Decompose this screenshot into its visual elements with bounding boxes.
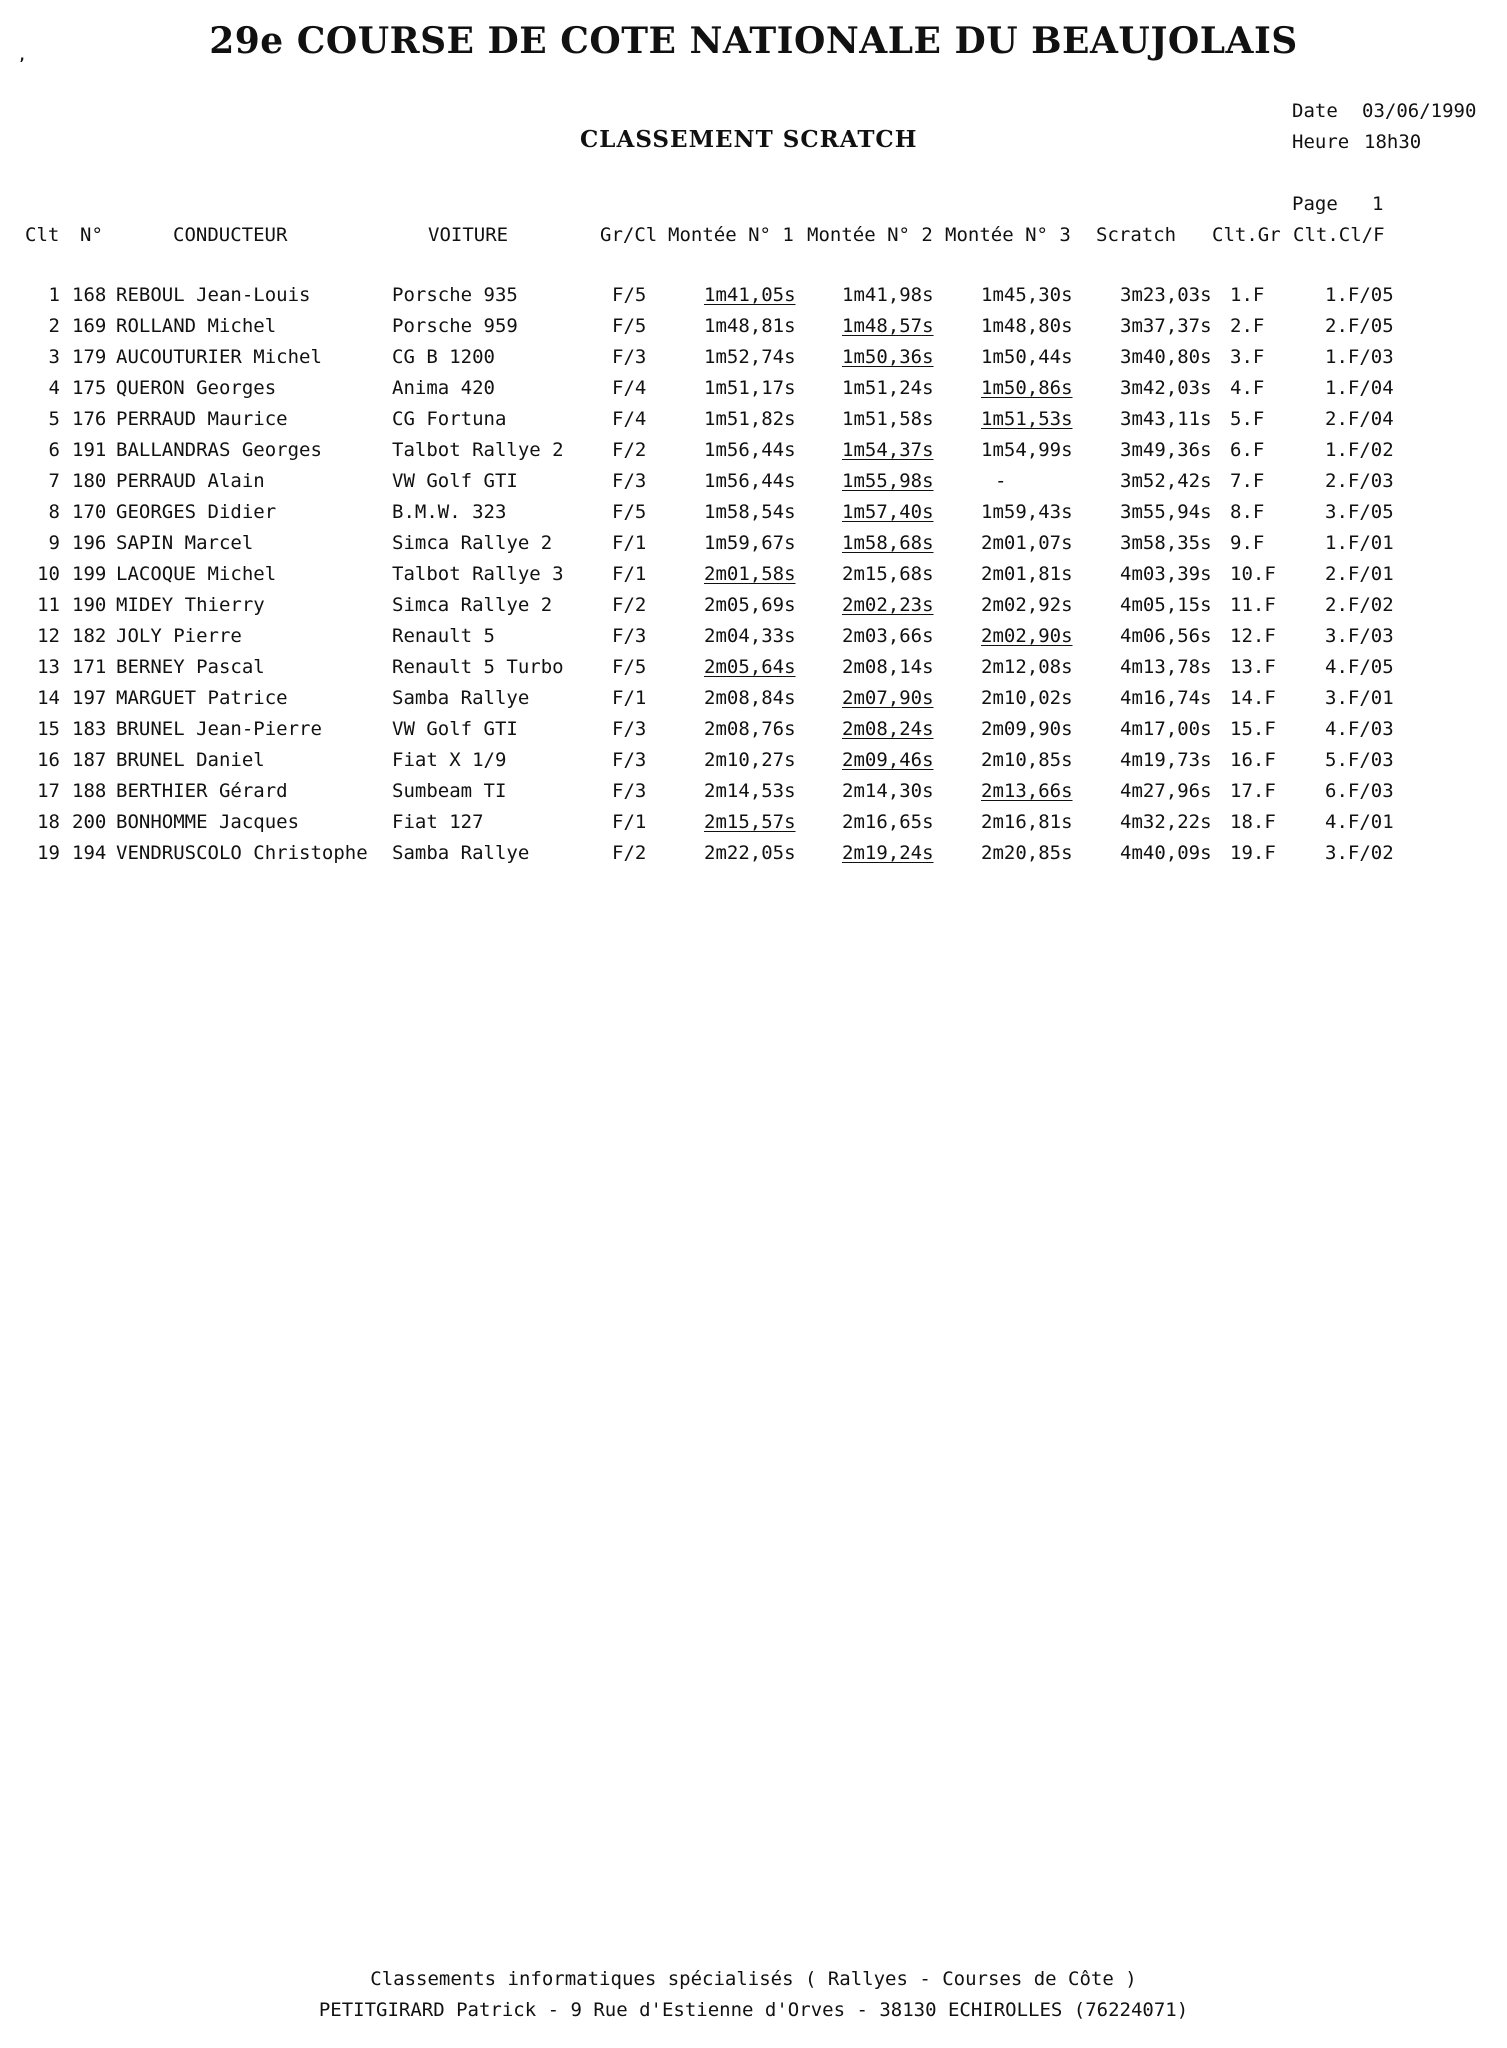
group-rank: 5.F (1230, 408, 1265, 430)
run-1-time: 1m51,17s (704, 377, 796, 399)
group-rank: 11.F (1230, 594, 1276, 616)
rank: 6 (48, 439, 60, 461)
rank: 5 (48, 408, 60, 430)
run-3-time: 2m12,08s (981, 656, 1073, 678)
driver-name: BRUNEL Jean-Pierre (116, 718, 322, 740)
scan-mark: , (18, 48, 27, 64)
run-3-time: 2m10,02s (981, 687, 1073, 709)
group-rank: 9.F (1230, 532, 1265, 554)
driver-name: MARGUET Patrice (116, 687, 288, 709)
run-2-time: 2m03,66s (842, 625, 934, 647)
rank: 19 (37, 842, 60, 864)
driver-name: BERTHIER Gérard (116, 780, 288, 802)
car-model: Porsche 959 (392, 315, 518, 337)
date-label: Date (1292, 100, 1338, 122)
class-rank: 2.F/03 (1325, 470, 1394, 492)
group-class: F/3 (612, 625, 647, 647)
scratch-time: 3m58,35s (1120, 532, 1212, 554)
group-class: F/5 (612, 501, 647, 523)
group-rank: 12.F (1230, 625, 1276, 647)
time-label: Heure (1292, 131, 1350, 153)
run-2-time: 2m07,90s (842, 687, 934, 709)
class-rank: 1.F/05 (1325, 284, 1394, 306)
run-3-time: 1m45,30s (981, 284, 1073, 306)
group-rank: 10.F (1230, 563, 1276, 585)
group-rank: 1.F (1230, 284, 1265, 306)
car-number: 169 (72, 315, 107, 337)
driver-name: BRUNEL Daniel (116, 749, 265, 771)
driver-name: BERNEY Pascal (116, 656, 265, 678)
group-rank: 13.F (1230, 656, 1276, 678)
driver-name: QUERON Georges (116, 377, 277, 399)
run-3-time: 1m59,43s (981, 501, 1073, 523)
class-rank: 4.F/05 (1325, 656, 1394, 678)
driver-name: MIDEY Thierry (116, 594, 265, 616)
scratch-time: 3m52,42s (1120, 470, 1212, 492)
footer-line-2: PETITGIRARD Patrick - 9 Rue d'Estienne d'Orves - 38130 ECHIROLLES (76224071) (318, 1999, 1189, 2021)
run-1-time: 2m05,69s (704, 594, 796, 616)
run-1-time: 2m22,05s (704, 842, 796, 864)
run-2-time: 2m08,24s (842, 718, 934, 740)
car-model: Sumbeam TI (392, 780, 507, 802)
date-value: 03/06/1990 (1362, 100, 1477, 122)
group-class: F/5 (612, 284, 647, 306)
table-row (0, 439, 1507, 470)
run-3-time: 2m09,90s (981, 718, 1073, 740)
column-header-group-rank: Clt.Gr (1212, 224, 1281, 246)
run-3-time: 1m51,53s (981, 408, 1073, 430)
car-model: CG Fortuna (392, 408, 507, 430)
driver-name: JOLY Pierre (116, 625, 242, 647)
class-rank: 1.F/02 (1325, 439, 1394, 461)
rank: 18 (37, 811, 60, 833)
table-row (0, 811, 1507, 842)
page-subtitle: CLASSEMENT SCRATCH (580, 126, 918, 153)
group-rank: 3.F (1230, 346, 1265, 368)
run-1-time: 1m56,44s (704, 470, 796, 492)
driver-name: PERRAUD Alain (116, 470, 265, 492)
class-rank: 2.F/01 (1325, 563, 1394, 585)
car-model: Samba Rallye (392, 842, 530, 864)
run-2-time: 1m55,98s (842, 470, 934, 492)
run-1-time: 2m15,57s (704, 811, 796, 833)
scratch-time: 4m05,15s (1120, 594, 1212, 616)
car-model: Talbot Rallye 3 (392, 563, 564, 585)
class-rank: 2.F/05 (1325, 315, 1394, 337)
scratch-time: 4m40,09s (1120, 842, 1212, 864)
group-class: F/3 (612, 470, 647, 492)
driver-name: GEORGES Didier (116, 501, 277, 523)
run-1-time: 1m58,54s (704, 501, 796, 523)
run-1-time: 2m14,53s (704, 780, 796, 802)
table-row (0, 780, 1507, 811)
rank: 8 (48, 501, 60, 523)
run-2-time: 2m14,30s (842, 780, 934, 802)
driver-name: BONHOMME Jacques (116, 811, 300, 833)
run-3-time: 2m13,66s (981, 780, 1073, 802)
column-header-group: Gr/Cl (600, 224, 658, 246)
car-model: Simca Rallye 2 (392, 594, 553, 616)
group-rank: 7.F (1230, 470, 1265, 492)
car-number: 190 (72, 594, 107, 616)
table-row (0, 563, 1507, 594)
run-1-time: 2m04,33s (704, 625, 796, 647)
car-number: 188 (72, 780, 107, 802)
group-class: F/1 (612, 563, 647, 585)
group-class: F/5 (612, 656, 647, 678)
group-rank: 8.F (1230, 501, 1265, 523)
scratch-time: 3m42,03s (1120, 377, 1212, 399)
class-rank: 1.F/01 (1325, 532, 1394, 554)
rank: 4 (48, 377, 60, 399)
run-2-time: 1m58,68s (842, 532, 934, 554)
run-1-time: 2m08,76s (704, 718, 796, 740)
class-rank: 3.F/03 (1325, 625, 1394, 647)
column-header-number: N° (80, 224, 103, 246)
run-1-time: 1m56,44s (704, 439, 796, 461)
class-rank: 2.F/02 (1325, 594, 1394, 616)
scratch-time: 3m49,36s (1120, 439, 1212, 461)
class-rank: 4.F/01 (1325, 811, 1394, 833)
page-number: 1 (1372, 193, 1384, 215)
run-2-time: 1m50,36s (842, 346, 934, 368)
group-class: F/3 (612, 780, 647, 802)
run-2-time: 1m54,37s (842, 439, 934, 461)
rank: 9 (48, 532, 60, 554)
class-rank: 2.F/04 (1325, 408, 1394, 430)
run-3-time: 2m20,85s (981, 842, 1073, 864)
driver-name: PERRAUD Maurice (116, 408, 288, 430)
group-rank: 18.F (1230, 811, 1276, 833)
car-model: Talbot Rallye 2 (392, 439, 564, 461)
group-class: F/4 (612, 408, 647, 430)
rank: 7 (48, 470, 60, 492)
rank: 10 (37, 563, 60, 585)
table-row (0, 687, 1507, 718)
car-number: 168 (72, 284, 107, 306)
run-2-time: 1m51,24s (842, 377, 934, 399)
group-class: F/1 (612, 687, 647, 709)
car-number: 194 (72, 842, 107, 864)
run-3-time: 2m10,85s (981, 749, 1073, 771)
car-model: B.M.W. 323 (392, 501, 507, 523)
class-rank: 3.F/02 (1325, 842, 1394, 864)
group-class: F/3 (612, 346, 647, 368)
driver-name: SAPIN Marcel (116, 532, 254, 554)
run-1-time: 1m59,67s (704, 532, 796, 554)
driver-name: VENDRUSCOLO Christophe (116, 842, 368, 864)
class-rank: 6.F/03 (1325, 780, 1394, 802)
car-number: 187 (72, 749, 107, 771)
table-row (0, 377, 1507, 408)
car-model: Samba Rallye (392, 687, 530, 709)
group-class: F/5 (612, 315, 647, 337)
car-number: 196 (72, 532, 107, 554)
car-number: 176 (72, 408, 107, 430)
run-3-time: 1m50,44s (981, 346, 1073, 368)
column-header-class-rank: Clt.Cl/F (1293, 224, 1385, 246)
table-row (0, 408, 1507, 439)
run-2-time: 2m08,14s (842, 656, 934, 678)
table-row (0, 532, 1507, 563)
table-row (0, 656, 1507, 687)
group-class: F/4 (612, 377, 647, 399)
run-3-time: - (995, 470, 1007, 492)
car-model: Renault 5 Turbo (392, 656, 564, 678)
table-row (0, 749, 1507, 780)
car-number: 183 (72, 718, 107, 740)
rank: 11 (37, 594, 60, 616)
driver-name: BALLANDRAS Georges (116, 439, 322, 461)
scratch-time: 4m16,74s (1120, 687, 1212, 709)
column-header-run2: Montée N° 2 (807, 224, 933, 246)
group-rank: 6.F (1230, 439, 1265, 461)
car-model: Porsche 935 (392, 284, 518, 306)
run-1-time: 1m52,74s (704, 346, 796, 368)
run-1-time: 2m05,64s (704, 656, 796, 678)
class-rank: 1.F/03 (1325, 346, 1394, 368)
run-1-time: 2m01,58s (704, 563, 796, 585)
car-model: Fiat 127 (392, 811, 484, 833)
run-2-time: 2m19,24s (842, 842, 934, 864)
driver-name: ROLLAND Michel (116, 315, 277, 337)
scratch-time: 4m19,73s (1120, 749, 1212, 771)
rank: 12 (37, 625, 60, 647)
group-rank: 2.F (1230, 315, 1265, 337)
car-number: 191 (72, 439, 107, 461)
class-rank: 4.F/03 (1325, 718, 1394, 740)
run-3-time: 2m16,81s (981, 811, 1073, 833)
table-row (0, 594, 1507, 625)
scratch-time: 4m03,39s (1120, 563, 1212, 585)
driver-name: REBOUL Jean-Louis (116, 284, 311, 306)
group-rank: 17.F (1230, 780, 1276, 802)
scratch-time: 3m43,11s (1120, 408, 1212, 430)
page-title: 29e COURSE DE COTE NATIONALE DU BEAUJOLAIS (209, 20, 1298, 62)
rank: 2 (48, 315, 60, 337)
run-3-time: 2m02,90s (981, 625, 1073, 647)
car-number: 180 (72, 470, 107, 492)
car-number: 182 (72, 625, 107, 647)
scratch-time: 3m40,80s (1120, 346, 1212, 368)
column-header-run3: Montée N° 3 (945, 224, 1071, 246)
group-rank: 14.F (1230, 687, 1276, 709)
group-class: F/2 (612, 439, 647, 461)
group-class: F/3 (612, 718, 647, 740)
group-class: F/1 (612, 532, 647, 554)
car-model: VW Golf GTI (392, 470, 518, 492)
column-header-run1: Montée N° 1 (668, 224, 794, 246)
car-model: CG B 1200 (392, 346, 495, 368)
class-rank: 5.F/03 (1325, 749, 1394, 771)
car-model: Renault 5 (392, 625, 495, 647)
scratch-time: 4m06,56s (1120, 625, 1212, 647)
car-number: 179 (72, 346, 107, 368)
group-rank: 4.F (1230, 377, 1265, 399)
run-2-time: 1m41,98s (842, 284, 934, 306)
column-header-scratch: Scratch (1096, 224, 1177, 246)
run-1-time: 2m08,84s (704, 687, 796, 709)
run-2-time: 2m02,23s (842, 594, 934, 616)
car-number: 171 (72, 656, 107, 678)
class-rank: 3.F/05 (1325, 501, 1394, 523)
car-number: 170 (72, 501, 107, 523)
car-model: VW Golf GTI (392, 718, 518, 740)
run-2-time: 2m15,68s (842, 563, 934, 585)
class-rank: 1.F/04 (1325, 377, 1394, 399)
car-number: 200 (72, 811, 107, 833)
table-row (0, 625, 1507, 656)
group-rank: 19.F (1230, 842, 1276, 864)
driver-name: LACOQUE Michel (116, 563, 277, 585)
run-3-time: 1m54,99s (981, 439, 1073, 461)
group-class: F/2 (612, 842, 647, 864)
scratch-time: 4m32,22s (1120, 811, 1212, 833)
group-rank: 16.F (1230, 749, 1276, 771)
rank: 3 (48, 346, 60, 368)
table-row (0, 842, 1507, 873)
run-1-time: 2m10,27s (704, 749, 796, 771)
run-3-time: 1m48,80s (981, 315, 1073, 337)
scratch-time: 4m27,96s (1120, 780, 1212, 802)
run-2-time: 2m09,46s (842, 749, 934, 771)
scratch-time: 3m37,37s (1120, 315, 1212, 337)
column-header-clt: Clt (25, 224, 60, 246)
table-row (0, 470, 1507, 501)
scratch-time: 3m23,03s (1120, 284, 1212, 306)
driver-name: AUCOUTURIER Michel (116, 346, 322, 368)
class-rank: 3.F/01 (1325, 687, 1394, 709)
column-header-car: VOITURE (428, 224, 509, 246)
run-1-time: 1m48,81s (704, 315, 796, 337)
table-row (0, 346, 1507, 377)
rank: 14 (37, 687, 60, 709)
page-label: Page (1292, 193, 1338, 215)
table-row (0, 284, 1507, 315)
car-number: 199 (72, 563, 107, 585)
scratch-time: 4m17,00s (1120, 718, 1212, 740)
run-3-time: 1m50,86s (981, 377, 1073, 399)
table-row (0, 501, 1507, 532)
column-header-driver: CONDUCTEUR (173, 224, 288, 246)
car-model: Simca Rallye 2 (392, 532, 553, 554)
table-row (0, 315, 1507, 346)
car-number: 175 (72, 377, 107, 399)
table-row (0, 718, 1507, 749)
run-2-time: 2m16,65s (842, 811, 934, 833)
rank: 15 (37, 718, 60, 740)
group-class: F/3 (612, 749, 647, 771)
car-model: Fiat X 1/9 (392, 749, 507, 771)
car-number: 197 (72, 687, 107, 709)
group-rank: 15.F (1230, 718, 1276, 740)
time-value: 18h30 (1364, 131, 1422, 153)
rank: 17 (37, 780, 60, 802)
car-model: Anima 420 (392, 377, 495, 399)
run-2-time: 1m51,58s (842, 408, 934, 430)
group-class: F/1 (612, 811, 647, 833)
scratch-time: 3m55,94s (1120, 501, 1212, 523)
footer-line-1: Classements informatiques spécialisés ( Rallyes - Courses de Côte ) (370, 1968, 1137, 1990)
scratch-time: 4m13,78s (1120, 656, 1212, 678)
run-1-time: 1m41,05s (704, 284, 796, 306)
rank: 13 (37, 656, 60, 678)
run-3-time: 2m01,07s (981, 532, 1073, 554)
rank: 1 (48, 284, 60, 306)
run-2-time: 1m48,57s (842, 315, 934, 337)
run-3-time: 2m01,81s (981, 563, 1073, 585)
run-1-time: 1m51,82s (704, 408, 796, 430)
rank: 16 (37, 749, 60, 771)
run-2-time: 1m57,40s (842, 501, 934, 523)
group-class: F/2 (612, 594, 647, 616)
run-3-time: 2m02,92s (981, 594, 1073, 616)
